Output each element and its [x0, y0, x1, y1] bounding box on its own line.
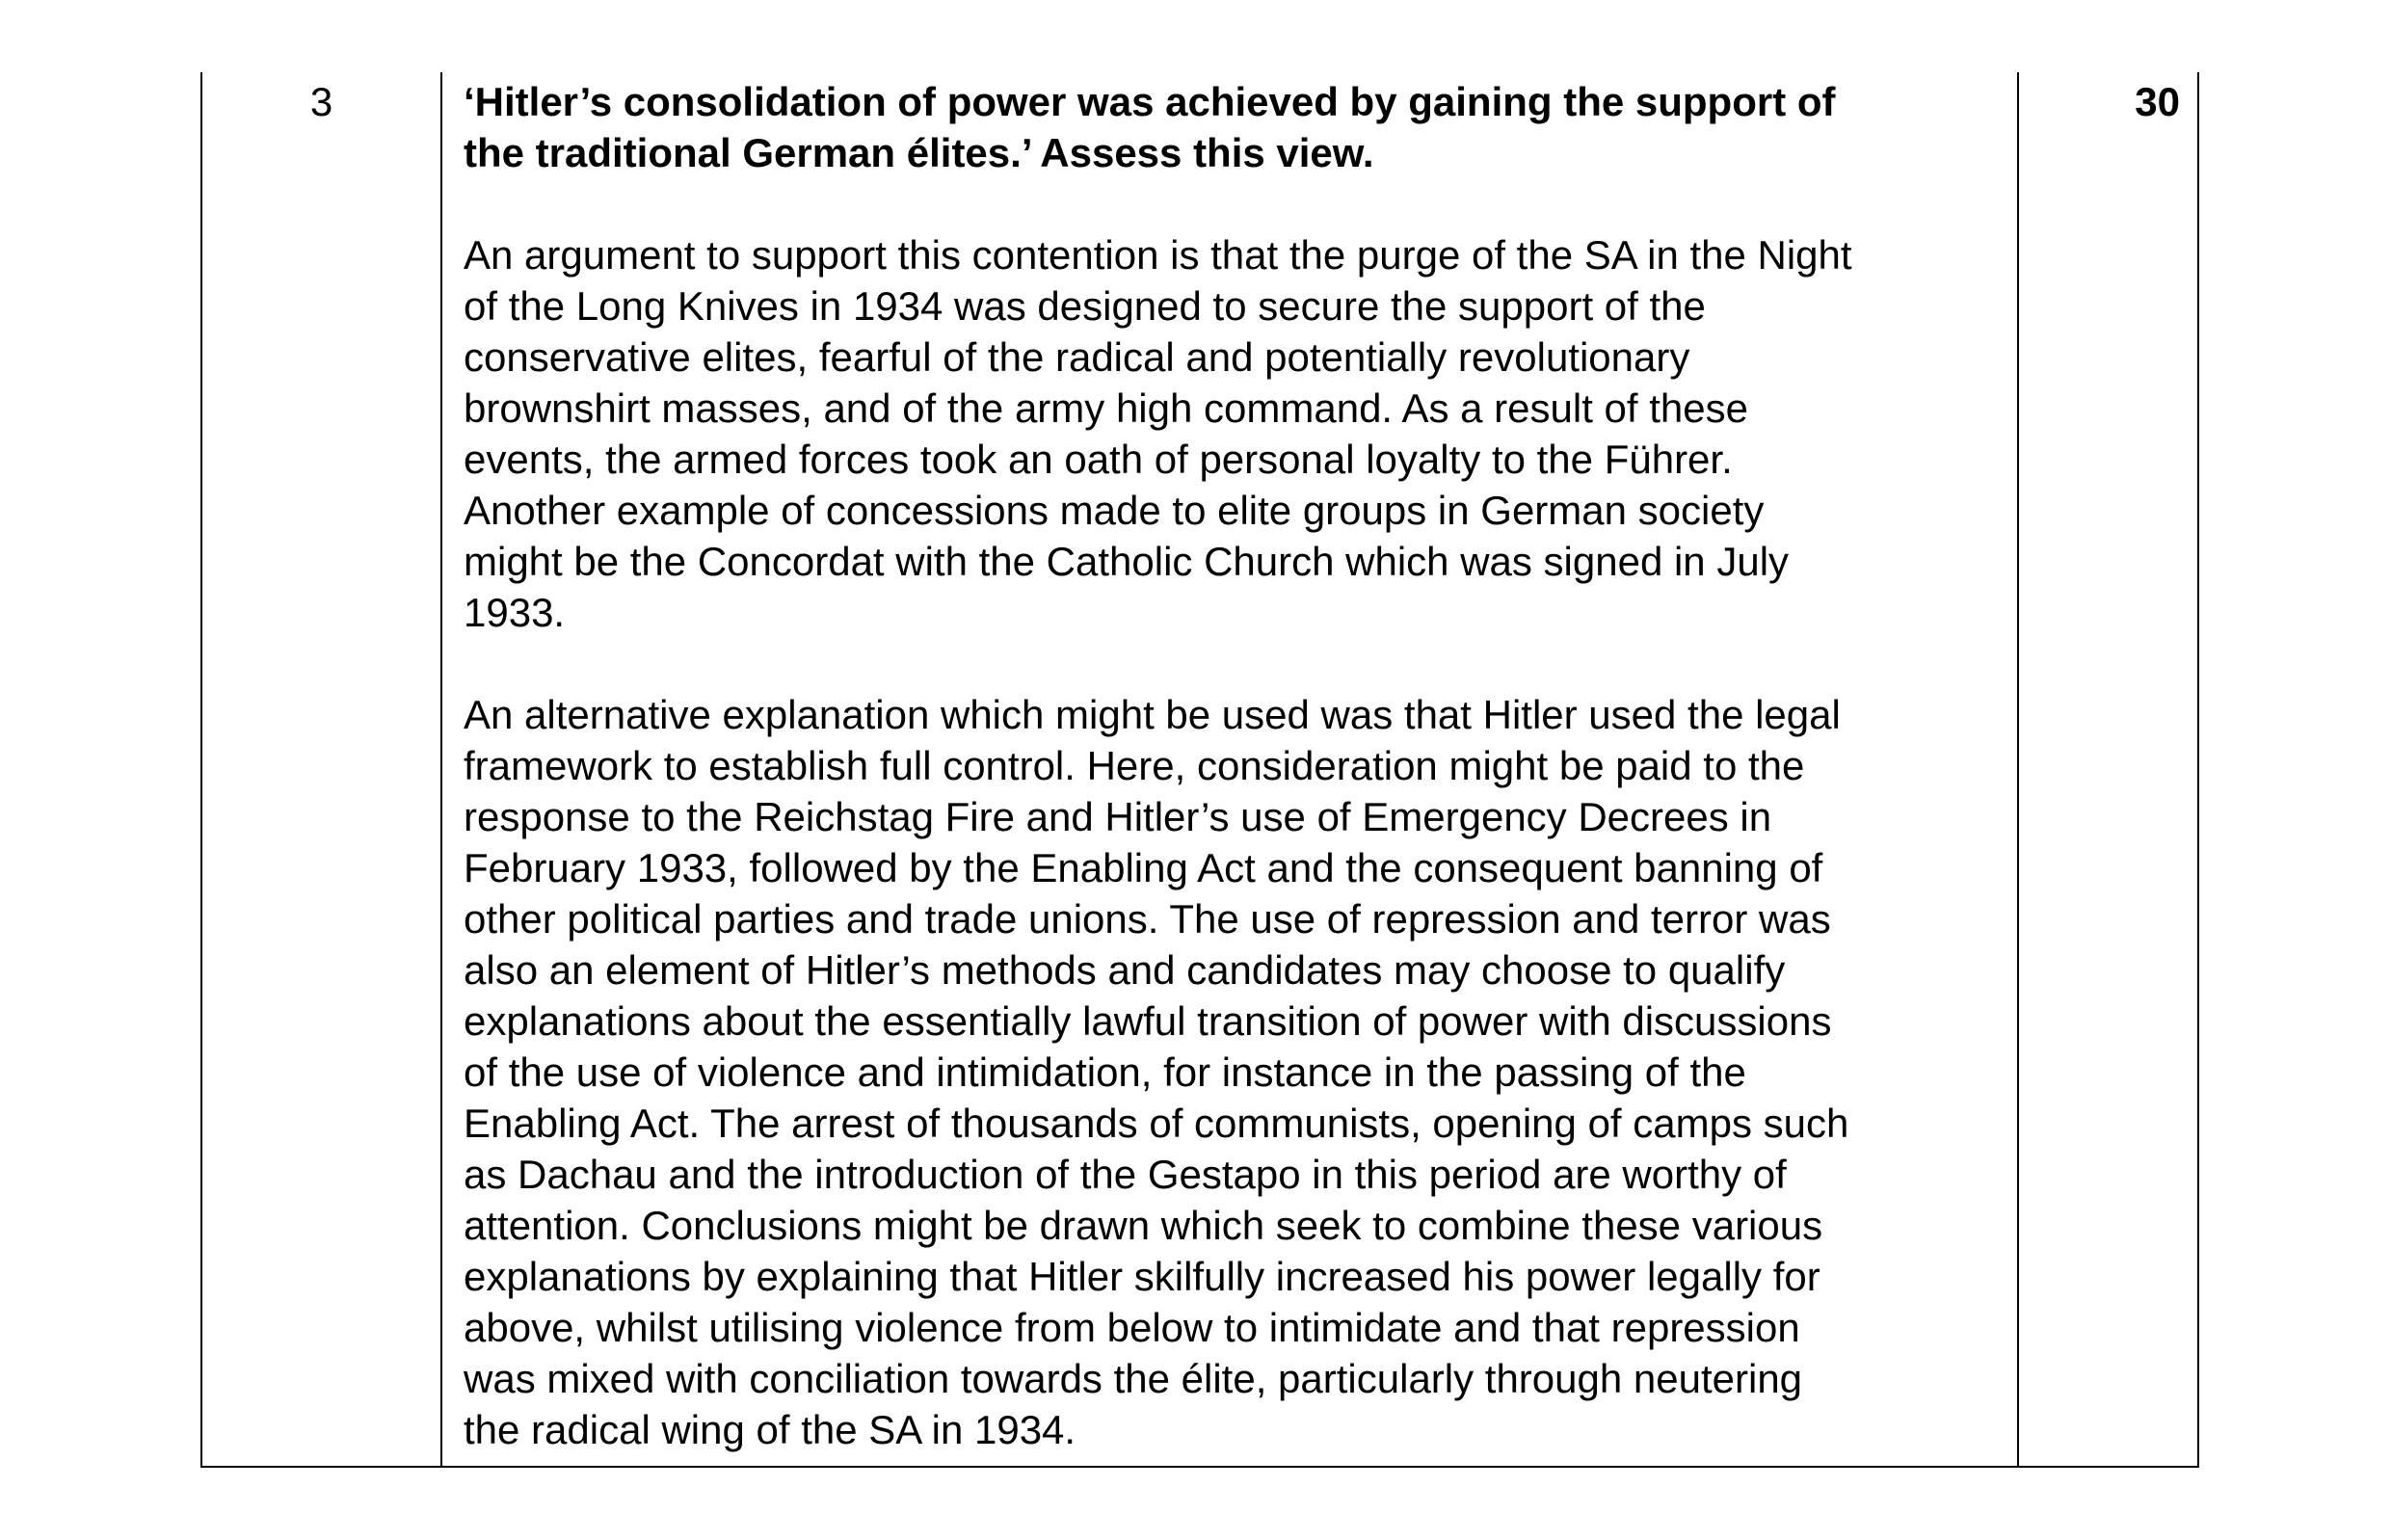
answer-paragraph-2 [464, 689, 2006, 1455]
paragraph-line: An alternative explanation which might be used was that Hitler used the legal [464, 692, 1841, 737]
question-prompt-line: the traditional German élites.’ Assess this view. [464, 130, 1374, 175]
paragraph-line: above, whilst utilising violence from below to intimidate and that repression [464, 1305, 1800, 1350]
paragraph-line: as Dachau and the introduction of the Gestapo in this period are worthy of [464, 1152, 1787, 1197]
paragraph-line: 1933. [464, 590, 566, 635]
paragraph-line: also an element of Hitler’s methods and candidates may choose to qualify [464, 947, 1786, 993]
paragraph-line: Another example of concessions made to elite groups in German society [464, 488, 1765, 533]
paragraph-line: attention. Conclusions might be drawn which seek to combine these various [464, 1203, 1823, 1248]
answer-guidance-column [442, 72, 2019, 1466]
marks-column [2019, 72, 2199, 1466]
answer-paragraph-1 [464, 229, 2006, 638]
question-number: 3 [309, 79, 333, 124]
paragraph-line: conservative elites, fearful of the radical and potentially revolutionary [464, 334, 1690, 380]
paragraph-line: the radical wing of the SA in 1934. [464, 1407, 1076, 1452]
paragraph-line: brownshirt masses, and of the army high command. As a result of these [464, 385, 1748, 431]
paragraph-line: Enabling Act. The arrest of thousands of communists, opening of camps such [464, 1101, 1849, 1146]
paragraph-line: was mixed with conciliation towards the élite, particularly through neutering [464, 1356, 1803, 1401]
paragraph-line: might be the Concordat with the Catholic Church which was signed in July [464, 539, 1790, 584]
paragraph-line: February 1933, followed by the Enabling Act and the consequent banning of [464, 845, 1823, 890]
paragraph-line: framework to establish full control. Here, consideration might be paid to the [464, 743, 1805, 788]
answer-content [464, 76, 2006, 1455]
paragraph-line: of the use of violence and intimidation, for instance in the passing of the [464, 1049, 1746, 1095]
question-number-column [202, 72, 442, 1466]
question-prompt-line: ‘Hitler’s consolidation of power was achieved by gaining the support of [464, 79, 1836, 124]
paragraph-line: of the Long Knives in 1934 was designed to secure the support of the [464, 283, 1706, 329]
paragraph-line: events, the armed forces took an oath of personal loyalty to the Führer. [464, 437, 1733, 482]
paragraph-line: explanations by explaining that Hitler skilfully increased his power legally for [464, 1254, 1820, 1299]
paragraph-line: An argument to support this contention is that the purge of the SA in the Night [464, 232, 1852, 278]
paragraph-line: response to the Reichstag Fire and Hitler’s use of Emergency Decrees in [464, 794, 1772, 839]
marks-value: 30 [2135, 79, 2180, 124]
paragraph-line: other political parties and trade unions. The use of repression and terror was [464, 896, 1831, 942]
paragraph-line: explanations about the essentially lawful transition of power with discussions [464, 998, 1832, 1044]
mark-scheme-table [200, 72, 2199, 1468]
question-prompt [464, 76, 2006, 178]
